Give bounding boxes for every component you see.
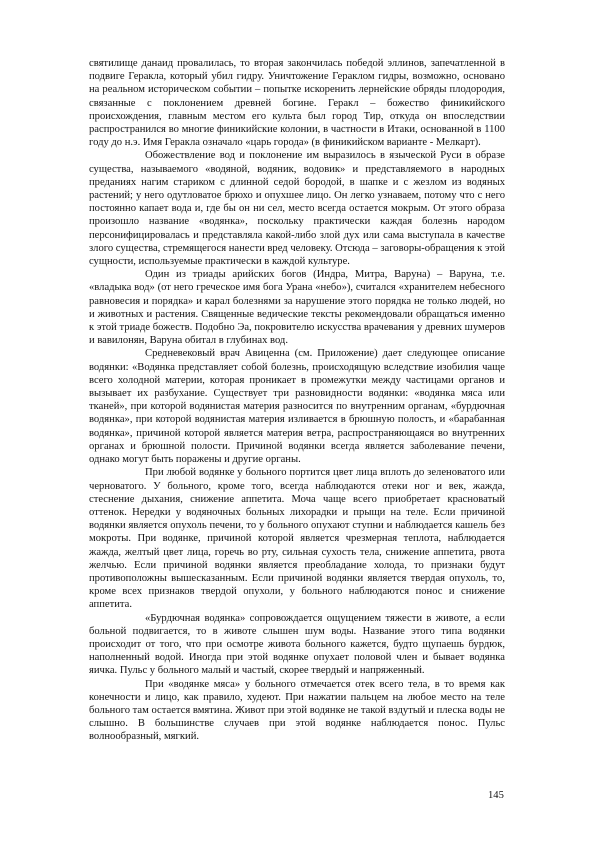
paragraph: При «водянке мяса» у больного отмечается отек всего тела, в то время как конечности и лицо, как правило, худеют. При нажатии пальцем на любое место на теле больного там остается вмятина. Живот при этой водянке не такой вздутый и плеска воды не слышно. В большинстве случаев при этой водянке наблюдается понос. Пульс волнообразный, мягкий. xyxy=(89,678,505,743)
paragraph: Обожествление вод и поклонение им выразилось в языческой Руси в образе существа, называемого «водяной, водяник, водовик» и представляемого в народных преданиях нагим стариком с длинной седой бородой, в шапке и с жезлом из водяных растений; у него одутловатое брюхо и опухшее лицо. Он легко узнаваем, потому что с него постоянно капает вода и, где бы он ни сел, место всегда остается мокрым. От этого образа произошло название «водянка», поскольку практически каждая болезнь народом персонифицировалась и представляла какой-либо злой дух или сама выступала в качестве злого существа, стремящегося нанести вред человеку. Отсюда – заговоры-обращения к этой сущности, используемые практически в каждой культуре. xyxy=(89,150,505,268)
page-body xyxy=(89,57,505,744)
page-number: 145 xyxy=(488,790,504,801)
paragraph: Средневековый врач Авиценна (см. Приложение) дает следующее описание водянки: «Водянка представляет собой болезнь, происходящую вследствие изобилия чаще всего холодной материи, которая проникает в промежутки между частицами органов и вызывает их разбухание. Существует три разновидности водянки: «водянка мяса или тканей», при которой водянистая материя разносится по внутренним органам, «бурдючная водянка», при которой водянистая материя изливается в брюшную полость, и «барабанная водянка», причиной которой является материя ветра, распространяющаяся во внутренних органах и брюшной полости. Причиной водянки всегда является заболевание печени, однако могут быть поражены и другие органы. xyxy=(89,348,505,466)
paragraph: При любой водянке у больного портится цвет лица вплоть до зеленоватого или черноватого. У больного, кроме того, всегда наблюдаются отеки ног и век, жажда, стеснение дыхания, снижение аппетита. Моча чаще всего приобретает красноватый оттенок. Нередки у водяночных больных лихорадки и прыщи на теле. Если причиной водянки является опухоль печени, то у больного опухают ступни и наблюдается кашель без мокроты. При водянке, причиной которой является чрезмерная теплота, наблюдается жажда, желтый цвет лица, горечь во рту, сильная сухость тела, снижение аппетита, рвота желчью. Если причиной водянки является преобладание холода, то признаки будут противоположны вышесказанным. Если причиной водянки является твердая опухоль, то, кроме всех признаков твердой опухоли, у больного наблюдаются понос и снижение аппетита. xyxy=(89,467,505,611)
paragraph: «Бурдючная водянка» сопровождается ощущением тяжести в животе, а если больной подвигается, то в животе слышен шум воды. Название этого типа водянки происходит от того, что при осмотре живота больного кажется, будто щупаешь бурдюк, наполненный водой. Иногда при этой водянке опухает половой член и бывает водянка яичка. Пульс у больного малый и частый, скорее твердый и напряженный. xyxy=(89,612,505,677)
paragraph-continued: святилище данаид провалилась, то вторая закончилась победой эллинов, запечатленной в подвиге Геракла, который убил гидру. Уничтожение Гераклом гидры, возможно, основано на реальном историческом событии – попытке искоренить лернейские обряды плодородия, связанные с поклонением древней богине. Геракл – божество финикийского происхождения, главным местом его культа был город Тир, откуда он впоследствии распространился во многие финикийские колонии, в частности в Итаки, основанной в 1100 году до н.э. Имя Геракла означало «царь города» (в финикийском варианте - Мелкарт). xyxy=(89,58,505,149)
paragraph: Один из триады арийских богов (Индра, Митра, Варуна) – Варуна, т.е. «владыка вод» (от него греческое имя бога Урана «небо»), считался «хранителем небесного равновесия и порядка» и карал болезнями за нарушение этого порядка не только людей, но и животных и растения. Священные ведические тексты рекомендовали обращаться именно к этой триаде божеств. Подобно Эа, покровителю искусства врачевания у древних шумеров и вавилонян, Варуна обитал в глубинах вод. xyxy=(89,269,505,347)
